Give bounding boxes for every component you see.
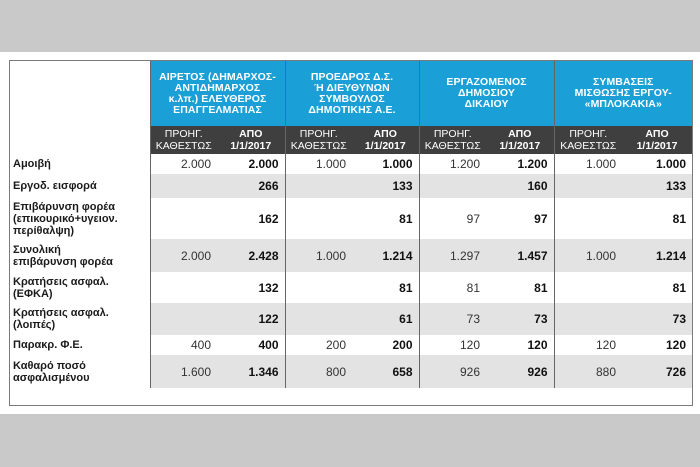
value-new-regime: 658 [352,355,419,388]
value-new-regime: 133 [352,174,419,198]
value-previous-regime: 1.297 [419,239,486,272]
value-previous-regime [150,272,217,303]
value-previous-regime: 120 [554,335,622,355]
value-new-regime: 266 [217,174,285,198]
table-row [10,303,692,335]
row-label [10,174,150,198]
value-new-regime: 2.428 [217,239,285,272]
subheader-line: 1/1/2017 [636,140,678,152]
group-title-line: ΑΝΤΙΔΗΜΑΡΧΟΣ [174,81,261,94]
subheader-new-regime [217,126,285,154]
value-new-regime: 81 [672,211,687,226]
row-label-line: Κρατήσεις ασφαλ. [13,307,109,319]
value-previous-regime: 97 [419,198,486,239]
value-previous-regime: 73 [419,303,486,335]
row-label [10,198,150,239]
value-previous-regime: 880 [554,355,622,388]
table-row [10,174,692,198]
subheader-line: ΠΡΟΗΓ. [299,128,338,140]
value-previous-regime [150,174,217,198]
row-label-line: επιβάρυνση φορέα [13,255,113,268]
value-previous-regime [554,174,622,198]
row-label-line: (ΕΦΚΑ) [13,287,53,300]
subheader-line: ΚΑΘΕΣΤΩΣ [560,140,617,152]
insurance-table [10,61,692,388]
value-new-regime: 120 [527,338,548,352]
value-new-regime: 1.000 [382,157,413,171]
group-title-line: κ.λπ.) ΕΛΕΥΘΕΡΟΣ [168,92,267,105]
subheader-previous-regime [150,126,217,154]
subheader-line: ΑΠΟ [508,128,532,140]
subheader-line: ΚΑΘΕΣΤΩΣ [424,140,481,152]
value-previous-regime: 1.000 [285,154,352,174]
value-previous-regime: 2.000 [150,154,217,174]
value-new-regime: 133 [622,174,692,198]
group-header-president [285,61,419,126]
value-new-regime: 1.457 [486,239,554,272]
subheader-corner [10,126,150,154]
group-title-line: ΕΠΑΓΓΕΛΜΑΤΙΑΣ [173,103,262,116]
row-label [10,272,150,303]
value-new-regime: 2.000 [248,157,279,171]
value-previous-regime [150,303,217,335]
value-new-regime: 61 [352,303,419,335]
value-previous-regime [150,198,217,239]
value-previous-regime: 1.000 [554,239,622,272]
group-title-line: ΠΡΟΕΔΡΟΣ Δ.Σ. [310,70,394,83]
subheader-new-regime [352,126,419,154]
value-previous-regime [285,198,352,239]
row-label [10,154,150,174]
value-new-regime: 97 [534,211,548,226]
value-previous-regime [285,303,352,335]
subheader-previous-regime [419,126,486,154]
data-table-card [9,60,693,406]
group-title-line: Ή ΔΙΕΥΘΥΝΩΝ [314,81,390,94]
value-previous-regime: 1.000 [285,239,352,272]
value-previous-regime: 200 [285,335,352,355]
group-title-line: ΔΗΜΟΣΙΟΥ [458,87,515,99]
value-new-regime: 162 [258,211,279,226]
subheader-line: ΑΠΟ [645,128,669,140]
row-label [10,303,150,335]
subheader-line: 1/1/2017 [364,140,406,152]
subheader-new-regime [486,126,554,154]
subheader-line: ΑΠΟ [239,128,263,140]
subheader-line: 1/1/2017 [230,140,272,152]
row-label-line: Παρακρ. Φ.Ε. [13,339,83,351]
group-title-line: «ΜΠΛΟΚΑΚΙΑ» [584,98,662,110]
value-previous-regime: 1.200 [419,154,486,174]
value-previous-regime: 800 [285,355,352,388]
subheader-line: 1/1/2017 [499,140,541,152]
value-previous-regime [554,198,622,239]
table-row [10,355,692,388]
row-label-line: Συνολική [13,243,61,256]
value-new-regime: 81 [672,280,687,295]
subheader-previous-regime [285,126,352,154]
value-new-regime: 160 [486,174,554,198]
group-header-public-employee [419,61,554,126]
value-previous-regime [419,174,486,198]
value-new-regime: 926 [486,355,554,388]
row-label-line: (επικουρικό+υγειον. [13,212,118,225]
subheader-line: ΚΑΘΕΣΤΩΣ [290,140,347,152]
row-label-line: Επιβάρυνση φορέα [13,200,116,213]
row-label-line: Εργοδ. εισφορά [13,180,97,192]
subheader-line: ΑΠΟ [373,128,397,140]
value-new-regime: 1.214 [352,239,419,272]
group-title-line: ΔΗΜΟΤΙΚΗΣ Α.Ε. [308,103,396,116]
value-previous-regime: 926 [419,355,486,388]
group-header-contracts [554,61,692,126]
subheader-new-regime [622,126,692,154]
row-label-line: Κρατήσεις ασφαλ. [13,275,109,288]
table-row [10,335,692,355]
row-label [10,335,150,355]
subheader-line: ΠΡΟΗΓ. [569,128,608,140]
value-new-regime: 81 [399,211,413,226]
value-new-regime: 81 [534,280,548,295]
corner-cell [10,61,150,126]
subheader-line: ΠΡΟΗΓ. [433,128,472,140]
row-label-line: Καθαρό ποσό [13,359,86,372]
subheader-line: ΠΡΟΗΓ. [164,128,203,140]
group-title-line: ΣΥΜΒΑΣΕΙΣ [592,76,654,88]
value-previous-regime: 1.600 [150,355,217,388]
value-new-regime: 1.000 [655,157,687,171]
group-title-line: ΣΥΜΒΟΥΛΟΣ [319,92,385,105]
table-row [10,198,692,239]
subheader-line: ΚΑΘΕΣΤΩΣ [155,140,212,152]
row-label-line: (λοιπές) [13,319,56,331]
table-row [10,154,692,174]
value-new-regime: 122 [217,303,285,335]
value-previous-regime: 1.000 [554,154,622,174]
row-label [10,239,150,272]
value-previous-regime: 120 [419,335,486,355]
value-new-regime: 200 [392,338,413,352]
value-new-regime: 400 [258,338,279,352]
value-previous-regime [554,272,622,303]
value-new-regime: 1.214 [622,239,692,272]
value-previous-regime [554,303,622,335]
value-new-regime: 81 [399,280,413,295]
group-title-line: ΑΙΡΕΤΟΣ (ΔΗΜΑΡΧΟΣ- [159,70,276,83]
value-previous-regime: 2.000 [150,239,217,272]
value-new-regime: 73 [486,303,554,335]
table-row [10,239,692,272]
value-new-regime: 73 [622,303,692,335]
row-label-line: ασφαλισμένου [13,371,90,384]
value-previous-regime: 400 [150,335,217,355]
row-label-line: περίθαλψη) [13,224,74,237]
value-previous-regime [285,174,352,198]
value-previous-regime: 81 [419,272,486,303]
table-row [10,272,692,303]
group-title-line: ΕΡΓΑΖΟΜΕΝΟΣ [446,76,527,88]
value-new-regime: 132 [258,280,279,295]
subheader-previous-regime [554,126,622,154]
group-title-line: ΜΙΣΘΩΣΗΣ ΕΡΓΟΥ- [574,87,672,99]
value-new-regime: 1.200 [517,157,548,171]
value-new-regime: 726 [622,355,692,388]
value-new-regime: 120 [665,338,687,352]
value-previous-regime [285,272,352,303]
group-title-line: ΔΙΚΑΙΟΥ [464,98,509,110]
row-label [10,355,150,388]
group-header-elected [150,61,285,126]
value-new-regime: 1.346 [217,355,285,388]
row-label-line: Αμοιβή [13,158,51,170]
